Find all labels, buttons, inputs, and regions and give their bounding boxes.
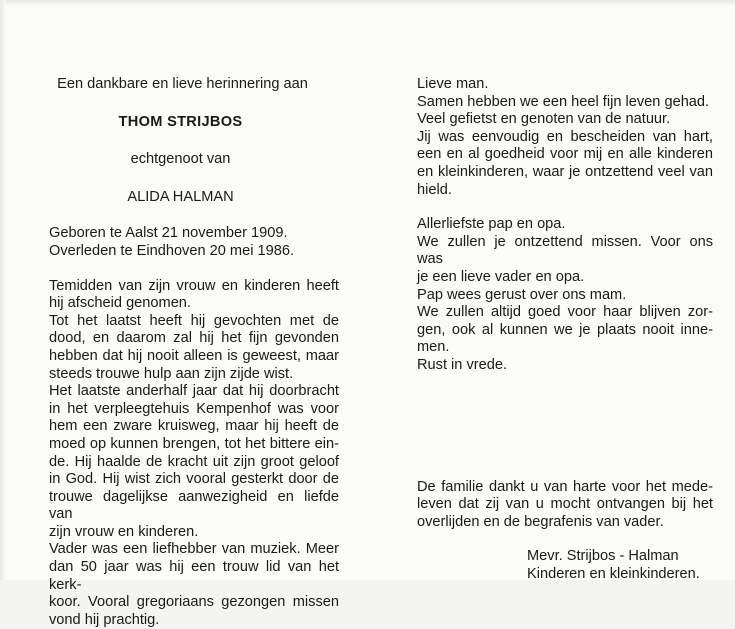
text-line: je een lieve vader en opa. <box>417 268 585 285</box>
text-line: en kleinkinderen, waar je ontzettend veel van <box>417 163 713 180</box>
text-line: in God. Hij wist zich vooral gesterkt door de <box>49 471 339 488</box>
text-line: zijn vrouw en kinderen. <box>49 523 199 540</box>
text-line: De familie dankt u van harte voor het mede- <box>417 478 713 495</box>
text-line: Het laatste anderhalf jaar dat hij doorbracht <box>49 383 339 400</box>
text-line: hield. <box>417 181 452 198</box>
family-thanks <box>417 479 713 532</box>
text-line: vond hij prachtig. <box>49 611 160 628</box>
relation-line: echtgenoot van <box>130 151 231 168</box>
card-edge-left <box>0 0 6 580</box>
biography-text <box>49 278 339 629</box>
text-line: koor. Vooral gregoriaans gezongen missen <box>49 594 339 611</box>
text-line: Lieve man. <box>417 76 489 92</box>
text-line: moed op kunnen brengen, tot het bittere ein- <box>49 435 339 452</box>
text-line: Temidden van zijn vrouw en kinderen heeft <box>49 277 339 294</box>
text-line: steeds trouwe hulp aan zijn zijde wist. <box>49 365 294 382</box>
text-line: Samen hebben we een heel fijn leven gehad. <box>417 93 710 110</box>
text-line: men. <box>417 339 450 356</box>
intro-line: Een dankbare en lieve herinnering aan <box>57 76 308 92</box>
text-line: Rust in vrede. <box>417 356 508 373</box>
text-line: trouwe dagelijkse aanwezigheid en liefde van <box>49 488 339 523</box>
text-line: We zullen je ontzettend missen. Voor ons was <box>417 233 713 268</box>
text-line: in het verpleegtehuis Kempenhof was voor <box>49 400 339 417</box>
text-line: een en al goedheid voor mij en alle kinderen <box>417 146 713 163</box>
text-line: de. Hij haalde de kracht uit zijn groot geloof <box>49 453 339 470</box>
text-line: We zullen altijd goed voor haar blijven zor- <box>417 304 713 321</box>
farewell-to-husband <box>417 76 713 199</box>
spouse-name: ALIDA HALMAN <box>127 188 234 205</box>
farewell-to-father <box>417 216 713 374</box>
text-line: hij afscheid genomen. <box>49 295 191 312</box>
text-line: overlijden en de begrafenis van vader. <box>417 513 664 530</box>
text-line: hem een zware kruisweg, maar hij heeft de <box>49 418 339 435</box>
text-line: Vader was een liefhebber van muziek. Meer <box>49 541 339 558</box>
signature-widow: Mevr. Strijbos - Halman <box>527 548 679 565</box>
deceased-name: THOM STRIJBOS <box>118 113 243 130</box>
text-line: Allerliefste pap en opa. <box>417 216 566 233</box>
text-line: gen, ook al kunnen we je plaats nooit inne- <box>417 321 713 338</box>
text-line: dood, en daarom zal hij het fijn gevonden <box>49 330 339 347</box>
text-line: Tot het laatst heeft hij gevochten met de <box>49 312 339 329</box>
signature-children: Kinderen en kleinkinderen. <box>527 565 700 582</box>
text-line: Jij was eenvoudig en bescheiden van hart, <box>417 128 713 145</box>
birth-line: Geboren te Aalst 21 november 1909. <box>49 225 288 242</box>
death-line: Overleden te Eindhoven 20 mei 1986. <box>49 242 295 259</box>
left-column <box>49 76 339 629</box>
text-line: leven dat zij van u mocht ontvangen bij het <box>417 496 713 513</box>
text-line: dan 50 jaar was hij een trouw lid van het kerk- <box>49 559 339 593</box>
text-line: Pap wees gerust over ons mam. <box>417 286 627 303</box>
text-line: hebben dat hij nooit alleen is geweest, maar <box>49 347 339 364</box>
card-edge-top <box>0 0 735 6</box>
text-line: Veel gefietst en genoten van de natuur. <box>417 111 671 128</box>
right-column <box>417 76 713 583</box>
